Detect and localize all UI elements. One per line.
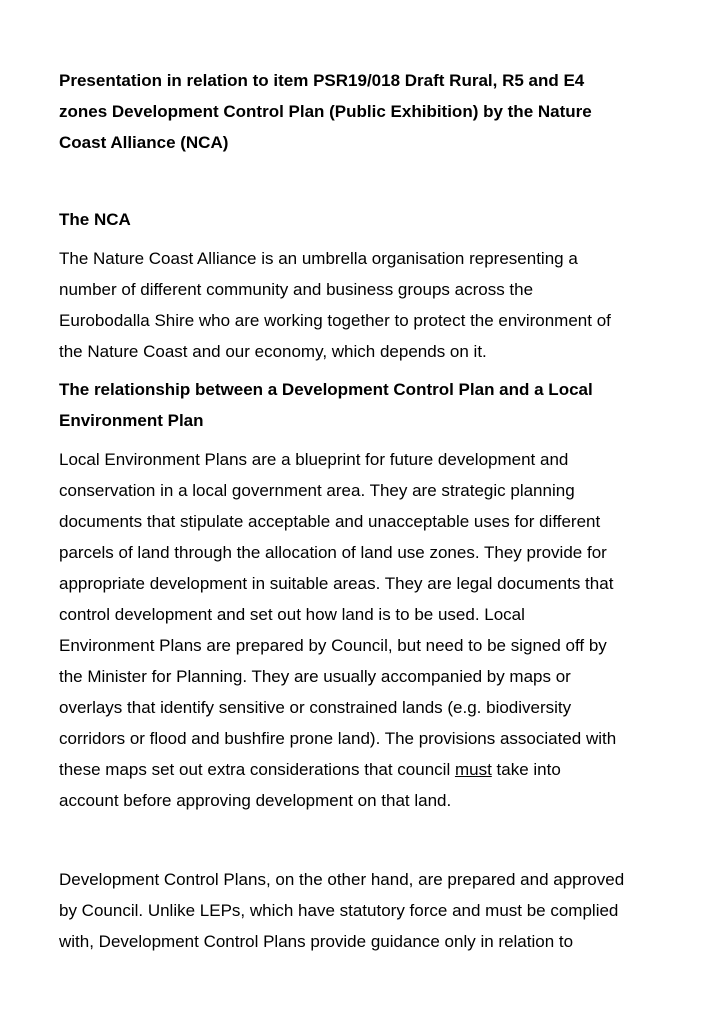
heading-line: The relationship between a Development Control Plan and a Local — [59, 380, 593, 399]
text-line: by Council. Unlike LEPs, which have statutory force and must be complied — [59, 901, 619, 920]
document-title — [59, 65, 669, 158]
text-line: overlays that identify sensitive or constrained lands (e.g. biodiversity — [59, 698, 572, 717]
text-line: Local Environment Plans are a blueprint for future development and — [59, 450, 569, 469]
text-line: appropriate development in suitable areas. They are legal documents that — [59, 574, 614, 593]
dcp-paragraph — [59, 864, 669, 957]
text-line: conservation in a local government area. They are strategic planning — [59, 481, 575, 500]
section-nca-paragraph — [59, 243, 669, 367]
heading-line: Environment Plan — [59, 411, 204, 430]
title-line: zones Development Control Plan (Public Exhibition) by the Nature — [59, 102, 592, 121]
heading-line: The NCA — [59, 210, 131, 229]
text-segment: take into — [491, 760, 561, 779]
text-line: Eurobodalla Shire who are working together to protect the environment of — [59, 311, 611, 330]
text-line-with-emphasis — [59, 754, 669, 785]
text-line: the Minister for Planning. They are usually accompanied by maps or — [59, 667, 571, 686]
text-line: parcels of land through the allocation of land use zones. They provide for — [59, 543, 607, 562]
text-line: documents that stipulate acceptable and unacceptable uses for different — [59, 512, 601, 531]
text-line: corridors or flood and bushfire prone land). The provisions associated with — [59, 729, 617, 748]
section-heading-nca — [59, 204, 669, 235]
text-line: account before approving development on that land. — [59, 791, 452, 810]
section-heading-relationship — [59, 374, 669, 436]
text-line: number of different community and business groups across the — [59, 280, 534, 299]
title-line: Coast Alliance (NCA) — [59, 133, 229, 152]
text-line: the Nature Coast and our economy, which depends on it. — [59, 342, 487, 361]
title-line: Presentation in relation to item PSR19/018 Draft Rural, R5 and E4 — [59, 71, 585, 90]
text-line: The Nature Coast Alliance is an umbrella organisation representing a — [59, 249, 578, 268]
lep-paragraph — [59, 444, 669, 816]
text-segment: these maps set out extra considerations that council — [59, 760, 455, 779]
text-line: control development and set out how land is to be used. Local — [59, 605, 525, 624]
text-line: Environment Plans are prepared by Council, but need to be signed off by — [59, 636, 607, 655]
text-line: Development Control Plans, on the other hand, are prepared and approved — [59, 870, 625, 889]
underlined-emphasis: must — [454, 760, 492, 779]
text-line: with, Development Control Plans provide guidance only in relation to — [59, 932, 574, 951]
